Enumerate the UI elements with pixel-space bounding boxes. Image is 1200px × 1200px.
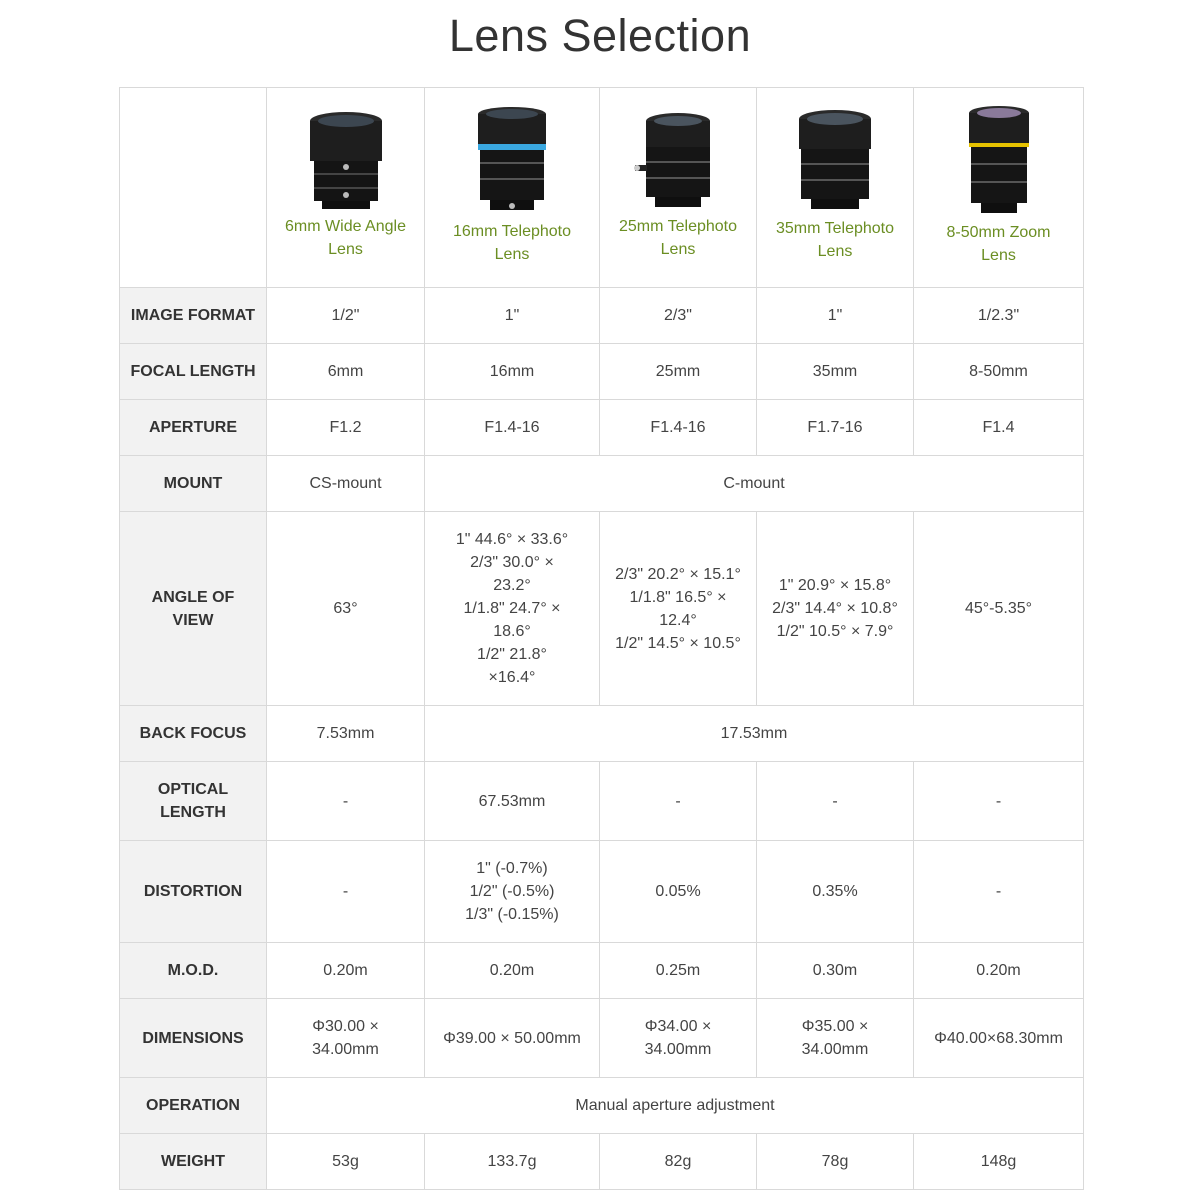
spec-cell: 8-50mm [914,344,1084,400]
value-line: 1/1.8" 16.5° × [629,588,727,606]
label-line: ANGLE OF [151,588,235,606]
telephoto-35mm-lens-icon [795,109,875,213]
spec-cell: - [267,762,425,841]
lens-name: Lens [660,240,696,258]
row-optical-length [120,762,1084,841]
row-angle-of-view [120,512,1084,706]
spec-cell: 78g [757,1134,914,1190]
row-operation [120,1078,1084,1134]
lens-column-25mm [600,88,757,288]
lens-name: 25mm Telephoto [619,217,737,235]
lens-column-35mm [757,88,914,288]
lens-column-6mm [267,88,425,288]
row-label: DISTORTION [120,841,267,943]
spec-cell: 53g [267,1134,425,1190]
lens-column-16mm [425,88,600,288]
row-label: DIMENSIONS [120,999,267,1078]
spec-cell: 0.20m [425,943,600,999]
spec-cell: 0.05% [600,841,757,943]
row-label: FOCAL LENGTH [120,344,267,400]
lens-name: Lens [817,242,853,260]
page-title: Lens Selection [448,10,752,61]
lens-name: Lens [981,246,1016,264]
spec-cell: - [267,841,425,943]
row-focal-length [120,344,1084,400]
value-line: 1/3" (-0.15%) [465,906,559,923]
spec-cell: 0.30m [757,943,914,999]
spec-cell: 0.20m [267,943,425,999]
spec-cell: 148g [914,1134,1084,1190]
spec-cell: Φ40.00×68.30mm [914,999,1084,1078]
value-line: 1" 44.6° × 33.6° [455,531,569,548]
spec-cell [267,999,425,1078]
row-mod [120,943,1084,999]
spec-cell: F1.4-16 [600,400,757,456]
row-label [120,512,267,706]
value-line: 12.4° [659,611,697,629]
row-label [120,762,267,841]
spec-cell: 25mm [600,344,757,400]
value-line: 34.00mm [312,1041,379,1058]
lens-name: Lens [328,240,363,258]
spec-cell: 63° [267,512,425,706]
value-line: Φ30.00 × [312,1018,379,1035]
spec-cell [600,512,757,706]
spec-cell: 7.53mm [267,706,425,762]
spec-cell [425,841,600,943]
corner-cell [120,88,267,288]
row-label: OPERATION [120,1078,267,1134]
spec-cell-merged: Manual aperture adjustment [267,1078,1084,1134]
spec-cell: 1" [757,288,914,344]
zoom-lens-icon [964,105,1034,217]
telephoto-16mm-lens-icon [472,106,552,216]
spec-cell [425,512,600,706]
spec-cell: 0.35% [757,841,914,943]
value-line: 34.00mm [644,1041,712,1058]
spec-cell: 0.20m [914,943,1084,999]
lens-name: 16mm Telephoto [453,222,571,240]
spec-cell: - [914,841,1084,943]
lens-header-row [120,88,1084,288]
lens-name: Lens [494,245,530,263]
spec-cell: CS-mount [267,456,425,512]
spec-cell: 67.53mm [425,762,600,841]
value-line: 1/2" (-0.5%) [469,883,555,900]
spec-cell: 82g [600,1134,757,1190]
spec-cell: 1/2.3" [914,288,1084,344]
row-aperture [120,400,1084,456]
spec-cell [757,999,914,1078]
spec-cell-merged: C-mount [425,456,1084,512]
spec-cell: - [914,762,1084,841]
lens-name: 35mm Telephoto [776,219,894,237]
row-mount [120,456,1084,512]
value-line: 1" 20.9° × 15.8° [778,577,892,594]
value-line: 18.6° [493,623,531,640]
spec-cell: 35mm [757,344,914,400]
spec-cell: - [757,762,914,841]
spec-cell: 133.7g [425,1134,600,1190]
spec-cell: 1/2" [267,288,425,344]
row-label: BACK FOCUS [120,706,267,762]
spec-cell: F1.4 [914,400,1084,456]
spec-cell: F1.2 [267,400,425,456]
value-line: 23.2° [493,577,531,594]
row-label: APERTURE [120,400,267,456]
row-label: M.O.D. [120,943,267,999]
value-line: 2/3" 20.2° × 15.1° [615,565,741,583]
spec-cell: F1.4-16 [425,400,600,456]
spec-cell: 0.25m [600,943,757,999]
lens-name: 6mm Wide Angle [285,217,406,235]
lens-spec-table [119,87,1084,1190]
value-line: ×16.4° [488,669,536,686]
label-line: VIEW [172,611,214,629]
value-line: 2/3" 30.0° × [470,554,554,571]
row-label: WEIGHT [120,1134,267,1190]
value-line: 34.00mm [801,1041,869,1058]
spec-cell [757,512,914,706]
spec-cell: - [600,762,757,841]
telephoto-25mm-lens-icon [633,111,723,211]
row-image-format [120,288,1084,344]
value-line: 2/3" 14.4° × 10.8° [772,600,898,617]
row-label: IMAGE FORMAT [120,288,267,344]
spec-cell: 1" [425,288,600,344]
spec-cell [600,999,757,1078]
value-line: 1/2" 21.8° [477,646,547,663]
row-distortion [120,841,1084,943]
spec-cell: Φ39.00 × 50.00mm [425,999,600,1078]
row-dimensions [120,999,1084,1078]
lens-column-8-50mm [914,88,1084,288]
value-line: Φ35.00 × [801,1018,869,1035]
row-label: MOUNT [120,456,267,512]
row-weight [120,1134,1084,1190]
spec-cell: 6mm [267,344,425,400]
value-line: 1/2" 14.5° × 10.5° [615,634,741,652]
value-line: 1/2" 10.5° × 7.9° [776,623,894,640]
spec-cell: F1.7-16 [757,400,914,456]
lens-name: 8-50mm Zoom [946,223,1051,241]
value-line: Φ34.00 × [644,1018,712,1035]
row-back-focus [120,706,1084,762]
label-line: LENGTH [160,804,226,821]
wide-angle-lens-icon [306,111,386,211]
value-line: 1" (-0.7%) [476,860,548,877]
spec-cell: 16mm [425,344,600,400]
spec-cell: 45°-5.35° [914,512,1084,706]
spec-cell-merged: 17.53mm [425,706,1084,762]
spec-cell: 2/3" [600,288,757,344]
label-line: OPTICAL [157,781,229,798]
value-line: 1/1.8" 24.7° × [463,600,561,617]
